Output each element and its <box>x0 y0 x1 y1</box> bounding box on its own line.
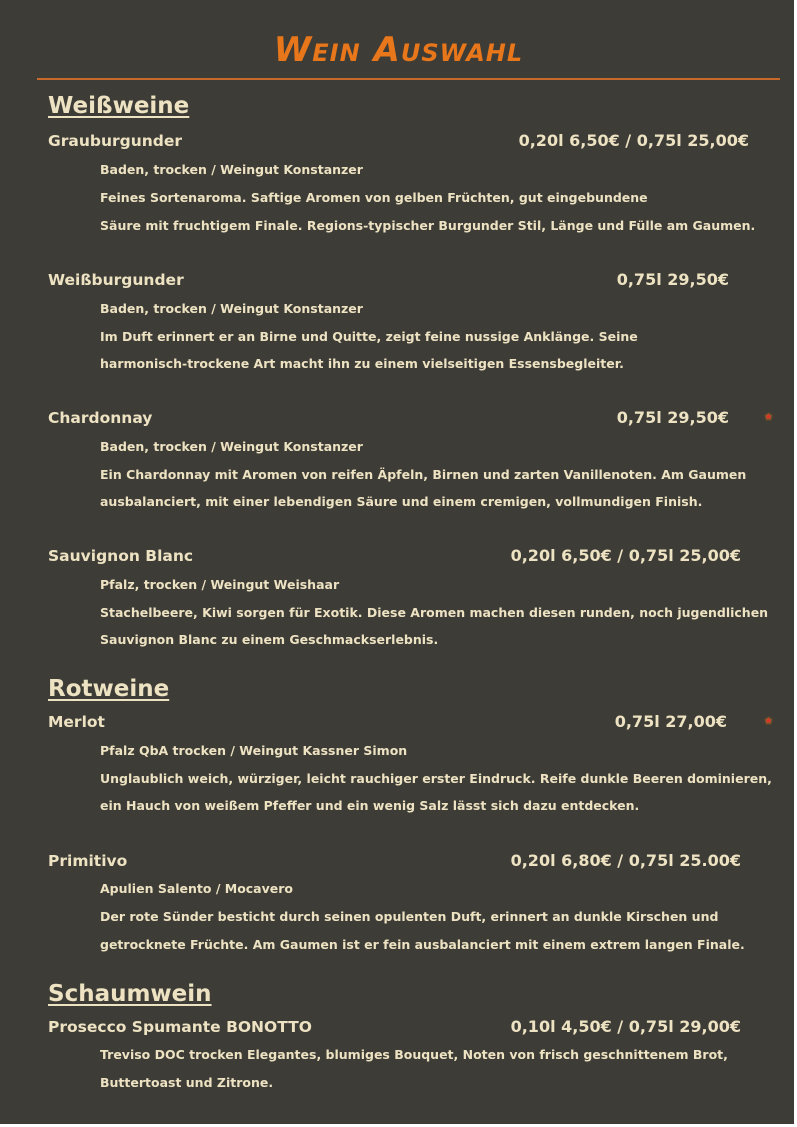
wine-price: 0,20l 6,80€ / 0,75l 25.00€ <box>510 851 741 870</box>
wine-price: 0,10l 4,50€ / 0,75l 29,00€ <box>510 1017 741 1036</box>
wine-name: Primitivo <box>48 852 128 870</box>
wine-description: Sauvignon Blanc zu einem Geschmackserlebnis. <box>100 632 439 647</box>
wine-name: Grauburgunder <box>48 132 183 150</box>
section-heading-weissweine: Weißweine <box>48 93 190 119</box>
section-heading-rotweine: Rotweine <box>48 676 170 702</box>
wine-origin: Apulien Salento / Mocavero <box>100 881 293 896</box>
wine-description: getrocknete Früchte. Am Gaumen ist er fein ausbalanciert mit einem extrem langen Finale. <box>100 937 745 952</box>
star-icon: ★ <box>764 716 773 727</box>
menu-title: Wein Auswahl <box>273 30 524 70</box>
wine-name: Sauvignon Blanc <box>48 547 194 565</box>
wine-name: Prosecco Spumante BONOTTO <box>48 1018 312 1036</box>
wine-price: 0,75l 29,50€ <box>616 270 729 289</box>
wine-origin: Pfalz, trocken / Weingut Weishaar <box>100 577 340 592</box>
wine-description: Buttertoast und Zitrone. <box>100 1075 274 1090</box>
wine-description: Stachelbeere, Kiwi sorgen für Exotik. Diese Aromen machen diesen runden, noch jugendlichen <box>100 605 769 620</box>
section-heading-schaumwein: Schaumwein <box>48 981 212 1007</box>
wine-description: Der rote Sünder besticht durch seinen opulenten Duft, erinnert an dunkle Kirschen und <box>100 909 719 924</box>
wine-description: harmonisch-trockene Art macht ihn zu einem vielseitigen Essensbegleiter. <box>100 356 624 371</box>
wine-description: Säure mit fruchtigem Finale. Regions-typischer Burgunder Stil, Länge und Fülle am Gaumen. <box>100 218 756 233</box>
title-divider <box>37 78 780 80</box>
wine-origin: Treviso DOC trocken Elegantes, blumiges Bouquet, Noten von frisch geschnittenem Brot, <box>100 1047 728 1062</box>
wine-name: Weißburgunder <box>48 271 184 289</box>
star-icon: ★ <box>764 412 773 423</box>
wine-price: 0,20l 6,50€ / 0,75l 25,00€ <box>510 546 741 565</box>
wine-price: 0,20l 6,50€ / 0,75l 25,00€ <box>518 131 749 150</box>
wine-origin: Pfalz QbA trocken / Weingut Kassner Simon <box>100 743 408 758</box>
wine-description: Ein Chardonnay mit Aromen von reifen Äpfeln, Birnen und zarten Vanillenoten. Am Gaumen <box>100 467 747 482</box>
wine-name: Merlot <box>48 713 105 731</box>
wine-name: Chardonnay <box>48 409 153 427</box>
wine-origin: Baden, trocken / Weingut Konstanzer <box>100 301 363 316</box>
wine-origin: Baden, trocken / Weingut Konstanzer <box>100 162 363 177</box>
wine-price: 0,75l 27,00€ <box>614 712 727 731</box>
wine-description: Im Duft erinnert er an Birne und Quitte, zeigt feine nussige Anklänge. Seine <box>100 329 638 344</box>
wine-description: ausbalanciert, mit einer lebendigen Säure und einem cremigen, vollmundigen Finish. <box>100 494 703 509</box>
wine-origin: Baden, trocken / Weingut Konstanzer <box>100 439 363 454</box>
wine-price: 0,75l 29,50€ <box>616 408 729 427</box>
wine-description: Unglaublich weich, würziger, leicht rauchiger erster Eindruck. Reife dunkle Beeren dominieren, <box>100 771 772 786</box>
wine-description: Feines Sortenaroma. Saftige Aromen von gelben Früchten, gut eingebundene <box>100 190 648 205</box>
wine-description: ein Hauch von weißem Pfeffer und ein wenig Salz lässt sich dazu entdecken. <box>100 798 640 813</box>
